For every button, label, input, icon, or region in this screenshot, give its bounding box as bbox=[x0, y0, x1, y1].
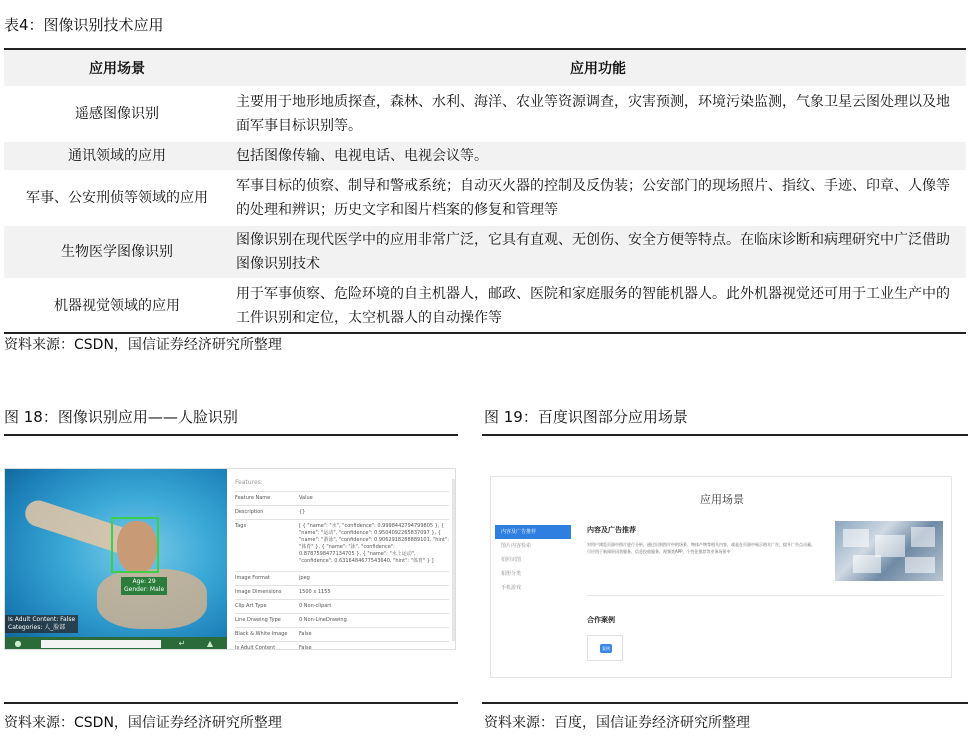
scene-cell: 通讯领域的应用 bbox=[4, 141, 230, 171]
header-function: 应用功能 bbox=[230, 49, 966, 87]
swimmer-photo bbox=[5, 469, 227, 650]
feature-row bbox=[235, 627, 449, 641]
photo-tile bbox=[843, 529, 869, 547]
feature-key: Is Adult Content bbox=[235, 645, 276, 650]
feature-value: jpeg bbox=[299, 575, 310, 581]
feature-row bbox=[235, 599, 449, 613]
scenarios-nav bbox=[495, 525, 571, 595]
table-header-row bbox=[4, 49, 966, 87]
nav-item-album-classify[interactable]: 相册分类 bbox=[501, 571, 522, 577]
feature-value: False bbox=[299, 631, 312, 637]
feature-row bbox=[235, 519, 449, 571]
header-scene: 应用场景 bbox=[4, 49, 230, 87]
application-table bbox=[4, 48, 966, 334]
feature-value: False bbox=[299, 645, 312, 650]
feature-row bbox=[235, 641, 449, 649]
feature-value: {} bbox=[299, 509, 306, 515]
feature-key: Tags bbox=[235, 523, 247, 529]
feature-key: Clip Art Type bbox=[235, 603, 267, 609]
table-source: 资料来源：CSDN，国信证券经济研究所整理 bbox=[4, 337, 282, 353]
photo-tile bbox=[875, 535, 905, 557]
features-scrollbar[interactable] bbox=[452, 479, 456, 641]
url-input[interactable] bbox=[41, 640, 161, 648]
figure19-caption: 图 19：百度识图部分应用场景 bbox=[484, 408, 688, 426]
scene-cell: 生物医学图像识别 bbox=[4, 225, 230, 279]
scene-cell: 军事、公安刑侦等领域的应用 bbox=[4, 171, 230, 225]
feature-key: Black & White Image bbox=[235, 631, 288, 637]
info-icon[interactable]: ● bbox=[14, 639, 22, 648]
section-content-ads-desc: 对用户浏览页面中图片进行分析，通过识别图片中的场景、物体产物等相关内容，或是在页面中展示相关广告，提升广告点击量。可应用于新闻资讯类服务、信息投放服务、视频类APP、个性化推荐等业务场景中 bbox=[587, 542, 815, 554]
feature-value: 0 Non-LineDrawing bbox=[299, 617, 347, 623]
submit-icon[interactable]: ↵ bbox=[178, 639, 186, 648]
features-title: Features: bbox=[235, 479, 263, 486]
function-cell: 包括图像传输、电视电话、电视会议等。 bbox=[230, 141, 966, 171]
table-row bbox=[4, 87, 966, 141]
face-attribute-tag: Age: 29 Gender: Male bbox=[121, 577, 167, 595]
photo-tile bbox=[905, 557, 935, 573]
adult-content-tag: Is Adult Content: False Categories: 人_脸部 bbox=[5, 615, 78, 633]
scene-cell: 机器视觉领域的应用 bbox=[4, 279, 230, 333]
figure18-face-recognition bbox=[4, 468, 456, 650]
function-cell: 军事目标的侦察、制导和警戒系统；自动灭火器的控制及反伪装；公安部门的现场照片、指纹、手迹、印章、人像等的处理和辨识；历史文字和图片档案的修复和管理等 bbox=[230, 171, 966, 225]
photo-tile bbox=[853, 555, 881, 573]
figure19-rule bbox=[482, 434, 968, 436]
table-caption: 表4：图像识别技术应用 bbox=[4, 16, 164, 34]
figure19-baidu-scenarios bbox=[490, 476, 952, 678]
figure18-caption: 图 18：图像识别应用——人脸识别 bbox=[4, 408, 238, 426]
nav-item-content-ads[interactable]: 内容及广告推荐 bbox=[495, 525, 571, 539]
table-row bbox=[4, 141, 966, 171]
feature-value: Value bbox=[299, 495, 313, 501]
face-detection-box bbox=[111, 517, 159, 573]
section-content-ads-title: 内容及广告推荐 bbox=[587, 526, 636, 534]
feature-value: 0 Non-clipart bbox=[299, 603, 332, 609]
feature-key: Description bbox=[235, 509, 264, 515]
feature-row bbox=[235, 491, 449, 505]
feature-key: Image Format bbox=[235, 575, 270, 581]
case-logo-icon: 案例 bbox=[602, 646, 610, 651]
figure18-bottom-rule bbox=[4, 702, 458, 704]
figure18-source: 资料来源：CSDN，国信证券经济研究所整理 bbox=[4, 715, 282, 731]
feature-key: Feature Name bbox=[235, 495, 271, 501]
photo-tile bbox=[911, 527, 935, 547]
features-panel bbox=[231, 471, 453, 649]
feature-row bbox=[235, 571, 449, 585]
table-row bbox=[4, 171, 966, 225]
feature-key: Image Dimensions bbox=[235, 589, 282, 595]
nav-item-mobile-games[interactable]: 手机游戏 bbox=[501, 585, 522, 591]
nav-item-image-search[interactable]: 图片内容检索 bbox=[501, 543, 532, 549]
section-cases-title: 合作案例 bbox=[587, 616, 615, 624]
feature-row bbox=[235, 505, 449, 519]
nav-item-photo-recognition[interactable]: 拍照识图 bbox=[501, 557, 522, 563]
function-cell: 主要用于地形地质探查，森林、水利、海洋、农业等资源调查，灾害预测，环境污染监测，气象卫星云图处理以及地面军事目标识别等。 bbox=[230, 87, 966, 141]
feature-value: 1500 x 1155 bbox=[299, 589, 331, 595]
figure19-bottom-rule bbox=[482, 702, 968, 704]
upload-bar bbox=[5, 637, 227, 650]
function-cell: 图像识别在现代医学中的应用非常广泛，它具有直观、无创伤、安全方便等特点。在临床诊断和病理研究中广泛借助图像识别技术 bbox=[230, 225, 966, 279]
feature-value: [ { "name": "水", "confidence": 0.9998442794799805 }, { "name": "运动", "confidence": 0.9504092265837097 }, { "name": "游泳", "confidence": 0.9062918288889101, "hint": "体育" }, { "name": "泳", "confidence": 0.8787598477134705 }, { "name": "水上运动", "confidence": 0.6316484677543640, "hint": "体育" } ] bbox=[299, 523, 449, 564]
figure19-source: 资料来源：百度，国信证券经济研究所整理 bbox=[484, 715, 750, 731]
case-card[interactable] bbox=[587, 635, 623, 661]
scenario-photo bbox=[835, 521, 943, 581]
scenarios-title: 应用场景 bbox=[700, 493, 744, 506]
feature-key: Line Drawing Type bbox=[235, 617, 281, 623]
section-divider bbox=[587, 595, 943, 596]
upload-icon[interactable]: ▲ bbox=[206, 639, 214, 648]
figure18-rule bbox=[4, 434, 458, 436]
feature-row bbox=[235, 585, 449, 599]
scene-cell: 遥感图像识别 bbox=[4, 87, 230, 141]
table-row bbox=[4, 225, 966, 279]
function-cell: 用于军事侦察、危险环境的自主机器人，邮政、医院和家庭服务的智能机器人。此外机器视觉还可用于工业生产中的工件识别和定位，太空机器人的自动操作等 bbox=[230, 279, 966, 333]
table-row bbox=[4, 279, 966, 333]
feature-row bbox=[235, 613, 449, 627]
